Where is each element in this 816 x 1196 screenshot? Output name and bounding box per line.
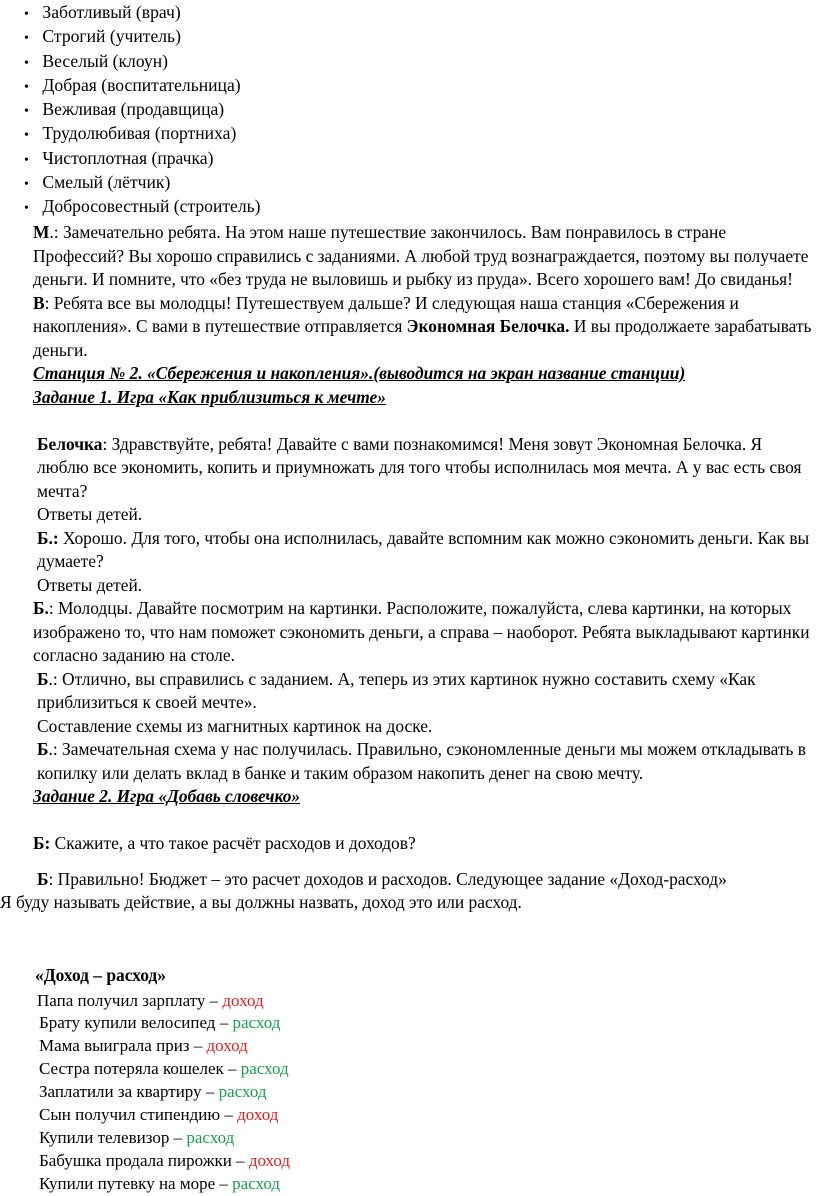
list-item: • Добросовестный (строитель) [24,194,261,218]
paragraph-save-money: Б.: Хорошо. Для того, чтобы она исполнилась, давайте вспомним как можно сэкономить деньги. Как вы думаете? [37,527,810,571]
list-item: • Добрая (воспитательница) [24,73,261,97]
answer-expense: расход [232,1173,281,1193]
bullet-icon: • [24,7,29,22]
game-row: Мама выиграла приз – доход [39,1036,248,1056]
list-item: • Смелый (лётчик) [24,170,261,194]
speaker-label: Б [37,868,49,889]
paragraph-game-instructions: Я буду называть действие, а вы должны назвать, доход это или расход. [0,892,522,912]
bullet-icon: • [24,128,29,144]
bullet-icon: • [24,79,29,95]
paragraph-host-farewell: М.: Замечательно ребята. На этом наше путешествие закончилось. Вам понравилось в стране Профессий? Вы хорошо справились с заданиями. А любой труд вознаграждается, поэтому вы получаете деньги. И помните, что «без труда не выловишь и рыбку из пруда». Всего хорошего вам! До свиданья! [33,222,809,289]
income-expense-game [35,964,290,1196]
game-row: Папа получил зарплату – доход [37,990,264,1010]
station-heading: Станция № 2. «Сбережения и накопления».(выводится на экран название станции) [33,363,686,383]
speaker-label: В [33,292,45,313]
answer-income: доход [222,990,264,1010]
list-item: • Веселый (клоун) [24,49,261,73]
game-row: Купили путевку на море – расход [39,1173,281,1193]
bullet-icon: • [24,177,29,193]
answer-expense: расход [186,1127,235,1147]
bullet-icon: • [24,201,29,217]
answer-expense: расход [218,1082,267,1102]
answer-income: доход [206,1036,248,1056]
paragraph-scheme-task: Б.: Отлично, вы справились с заданием. А, теперь из этих картинок нужно составить схему «Как приблизиться к своей мечте». [37,668,756,712]
speaker-label: Б. [33,598,49,618]
game-row: Заплатили за квартиру – расход [39,1082,267,1102]
game-row: Купили телевизор – расход [39,1127,235,1147]
bullet-icon: • [24,104,29,120]
list-item: • Вежливая (продавщица) [24,97,261,121]
paragraph-next-station: В: Ребята все вы молодцы! Путешествуем дальше? И следующая наша станция «Сбережения и накопления». С вами в путешествие отправляется Экономная Белочка. И вы продолжаете зарабатывать деньги. [33,292,812,360]
task2-heading: Задание 2. Игра «Добавь словечко» [33,786,301,806]
answer-expense: расход [240,1059,289,1079]
list-item: • Чистоплотная (прачка) [24,146,261,170]
list-item: • Строгий (учитель) [24,24,261,48]
bullet-icon: • [24,31,29,47]
game-row: Сын получил стипендию – доход [39,1104,279,1124]
list-item: • Заботливый (врач) [24,0,261,24]
game-row: Брату купили велосипед – расход [39,1013,281,1033]
speaker-label: М [33,222,50,242]
main-text [0,221,813,915]
list-item: • Трудолюбивая (портниха) [24,121,261,145]
game-row: Сестра потеряла кошелек – расход [39,1059,289,1079]
bullet-icon: • [24,55,29,71]
paragraph-budget-question: Б: Скажите, а что такое расчёт расходов и доходов? [33,833,416,853]
task1-heading: Задание 1. Игра «Как приблизиться к мечте» [33,386,386,407]
speaker-label: Б.: [37,527,59,548]
answer-expense: расход [232,1013,281,1033]
speaker-label: Б: [33,833,51,853]
answer-income: доход [237,1104,279,1124]
answers-note: Ответы детей. [37,574,143,595]
paragraph-budget-answer: Б: Правильно! Бюджет – это расчет доходов и расходов. Следующее задание «Доход-расход» [33,868,813,892]
paragraph-pictures: Б.: Молодцы. Давайте посмотрим на картинки. Расположите, пожалуйста, слева картинки, на которых изображено то, что нам поможет сэкономить деньги, а справа – наоборот. Ребята выкладывают картинки согласно заданию на столе. [33,598,810,665]
game-title: «Доход – расход» [35,965,166,985]
paragraph-scheme-result: Б.: Замечательная схема у нас получилась. Правильно, сэкономленные деньги мы можем откладывать в копилку или делать вклад в банке и таким образом накопить денег на свою мечту. [37,739,806,783]
answers-note: Ответы детей. [37,504,143,524]
bullet-icon: • [24,152,29,168]
answer-income: доход [248,1150,291,1170]
professions-list [24,0,261,219]
scheme-note: Составление схемы из магнитных картинок на доске. [37,715,433,736]
paragraph-squirrel-intro: Белочка: Здравствуйте, ребята! Давайте с вами познакомимся! Меня зовут Экономная Белочка. Я люблю все экономить, копить и приумножать для того чтобы исполнилась моя мечта. А у вас есть своя мечта? [37,433,802,501]
speaker-label: Б [37,739,49,759]
game-row: Бабушка продала пирожки – доход [39,1150,291,1170]
speaker-label: Б [37,668,49,689]
speaker-label: Белочка [37,433,103,454]
